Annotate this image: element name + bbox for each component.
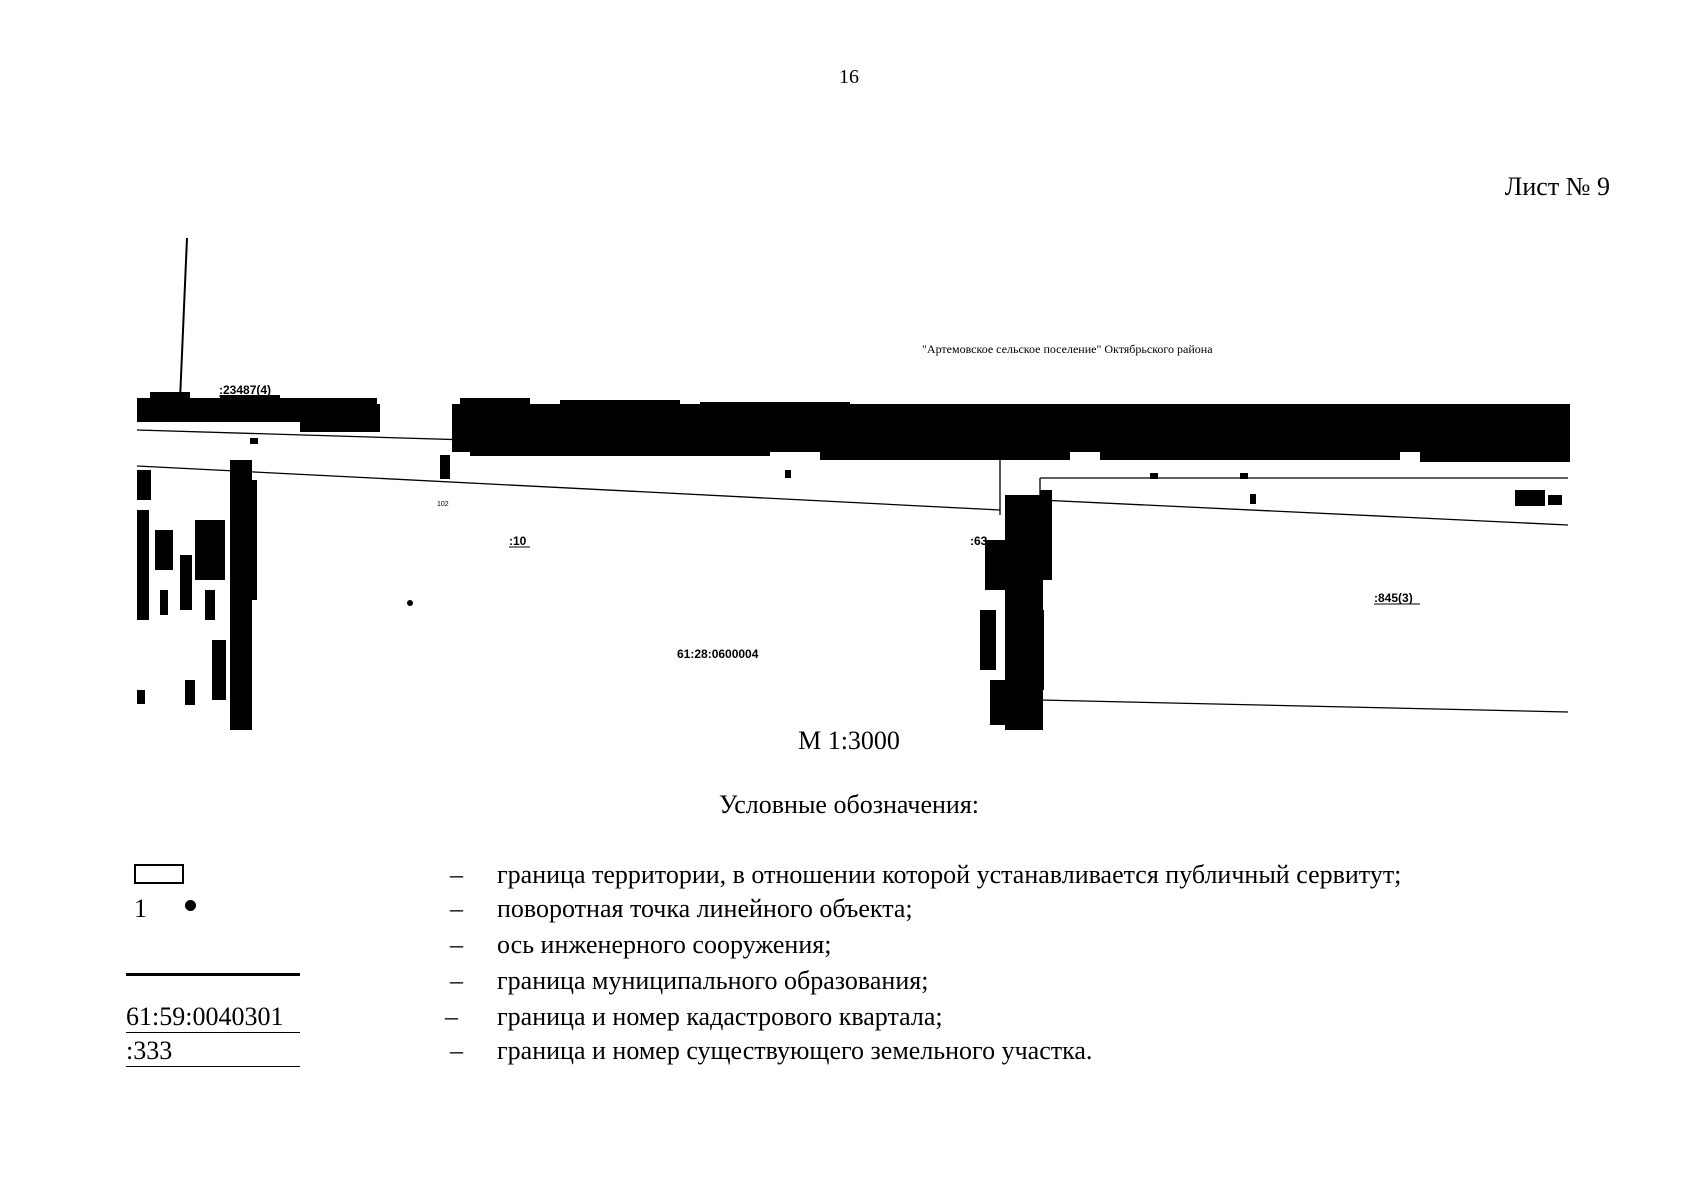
legend-text: граница территории, в отношении которой устанавливается публичный сервитут; bbox=[497, 860, 1402, 889]
legend-row-engineering-axis bbox=[0, 930, 1698, 964]
dark-building-columns bbox=[137, 438, 1562, 730]
point-number-sample: 1 bbox=[134, 894, 147, 923]
sheet-label: Лист № 9 bbox=[1504, 172, 1610, 201]
municipality-label: "Артемовское сельское поселение" Октябрьского района bbox=[922, 342, 1213, 356]
thick-line-icon bbox=[126, 973, 300, 976]
legend-row-cadastral-quarter bbox=[0, 1002, 1698, 1036]
page-number: 16 bbox=[839, 66, 859, 88]
legend-text: граница и номер существующего земельного участка. bbox=[497, 1036, 1093, 1065]
parcel-label-845: :845(3) bbox=[1374, 591, 1413, 605]
quarter-label: 61:28:0600004 bbox=[677, 647, 759, 661]
legend-text: граница муниципального образования; bbox=[497, 966, 929, 995]
parcel-label-63: :63 bbox=[970, 534, 988, 548]
quarter-number-sample: 61:59:0040301 bbox=[126, 1002, 300, 1033]
legend-dash: – bbox=[450, 930, 463, 959]
rectangle-outline-icon bbox=[134, 864, 184, 884]
legend-text: ось инженерного сооружения; bbox=[497, 930, 832, 959]
point-label-102: 102 bbox=[437, 501, 449, 508]
legend-row-servitude-boundary bbox=[0, 860, 1698, 894]
legend-dash: – bbox=[450, 1036, 463, 1065]
point-dot-icon bbox=[185, 900, 196, 911]
map-labels bbox=[219, 342, 1413, 661]
legend-text: граница и номер кадастрового квартала; bbox=[497, 1002, 943, 1031]
legend-text: поворотная точка линейного объекта; bbox=[497, 894, 913, 923]
legend-dash: – bbox=[450, 894, 463, 923]
map-scale: М 1:3000 bbox=[798, 726, 900, 755]
legend-row-municipal-boundary bbox=[0, 966, 1698, 1000]
parcel-number-sample: :333 bbox=[126, 1036, 300, 1067]
legend-title: Условные обозначения: bbox=[718, 790, 980, 819]
municipal-boundary-line bbox=[180, 238, 187, 400]
legend-dash: – bbox=[450, 860, 463, 889]
legend-dash: – bbox=[450, 966, 463, 995]
road-edge-bottom bbox=[137, 466, 1000, 510]
parcel-label-10: :10 bbox=[509, 534, 527, 548]
legend-row-turning-point bbox=[0, 894, 1698, 928]
boundary-lines bbox=[137, 238, 1568, 712]
legend-row-land-parcel bbox=[0, 1036, 1698, 1070]
legend-dash: – bbox=[445, 1002, 458, 1031]
parcel-label-23487: :23487(4) bbox=[219, 383, 272, 397]
